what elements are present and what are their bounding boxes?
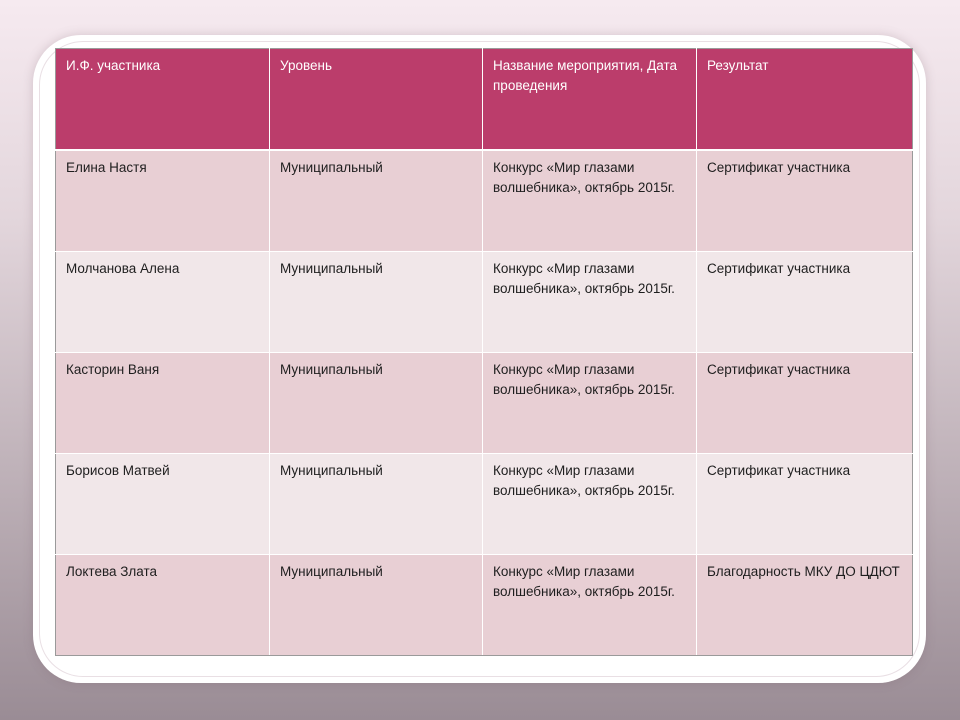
participants-table (55, 48, 913, 656)
table-row (56, 252, 913, 353)
cell-participant: Касторин Ваня (56, 353, 270, 454)
table-row (56, 454, 913, 555)
cell-level: Муниципальный (270, 150, 483, 252)
cell-event: Конкурс «Мир глазами волшебника», октябрь 2015г. (483, 555, 697, 656)
cell-result: Сертификат участника (697, 353, 913, 454)
table-row (56, 353, 913, 454)
cell-participant: Локтева Злата (56, 555, 270, 656)
table-row (56, 150, 913, 252)
cell-result: Сертификат участника (697, 454, 913, 555)
cell-event: Конкурс «Мир глазами волшебника», октябрь 2015г. (483, 252, 697, 353)
cell-level: Муниципальный (270, 252, 483, 353)
table-row (56, 555, 913, 656)
participants-table-container (55, 48, 912, 656)
header-participant: И.Ф. участника (56, 49, 270, 151)
header-event: Название мероприятия, Дата проведения (483, 49, 697, 151)
cell-result: Сертификат участника (697, 252, 913, 353)
header-result: Результат (697, 49, 913, 151)
cell-event: Конкурс «Мир глазами волшебника», октябрь 2015г. (483, 454, 697, 555)
cell-level: Муниципальный (270, 454, 483, 555)
table-header-row (56, 49, 913, 151)
cell-event: Конкурс «Мир глазами волшебника», октябрь 2015г. (483, 353, 697, 454)
header-level: Уровень (270, 49, 483, 151)
cell-participant: Борисов Матвей (56, 454, 270, 555)
cell-participant: Елина Настя (56, 150, 270, 252)
cell-level: Муниципальный (270, 353, 483, 454)
cell-event: Конкурс «Мир глазами волшебника», октябрь 2015г. (483, 150, 697, 252)
cell-level: Муниципальный (270, 555, 483, 656)
cell-participant: Молчанова Алена (56, 252, 270, 353)
cell-result: Сертификат участника (697, 150, 913, 252)
cell-result: Благодарность МКУ ДО ЦДЮТ (697, 555, 913, 656)
